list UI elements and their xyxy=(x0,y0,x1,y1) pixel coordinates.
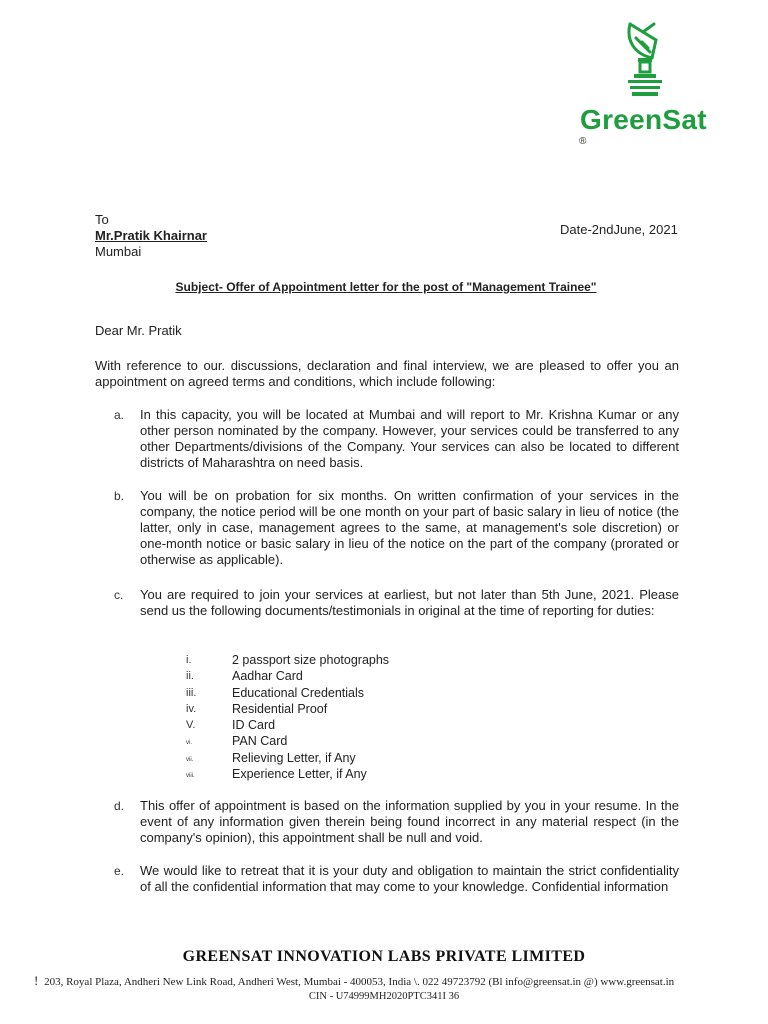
clause-text: We would like to retreat that it is your duty and obligation to maintain the strict confidentiality of all the confidential information that may come to your knowledge. Confidential information xyxy=(140,863,679,894)
company-name: GREENSAT INNOVATION LABS PRIVATE LIMITED xyxy=(182,948,586,965)
cin-number: CIN - U74999MH2020PTC341I 36 xyxy=(308,991,460,1002)
registered-mark: ® xyxy=(579,136,587,147)
clause-marker: c. xyxy=(114,588,124,602)
clause-d xyxy=(95,798,679,846)
clause-text: You are required to join your services at earliest, but not later than 5th June, 2021. Please send us the following documents/testimonials in original at the time of reporting for duties: xyxy=(140,587,679,618)
brand-name: GreenSat xyxy=(580,104,707,135)
company-address xyxy=(34,973,764,989)
recipient-name: Mr.Pratik Khairnar xyxy=(95,228,207,243)
clause-c xyxy=(95,587,679,619)
letter-date: Date-2ndJune, 2021 xyxy=(560,222,678,237)
clause-b xyxy=(95,488,679,568)
clause-text: This offer of appointment is based on the information supplied by you in your resume. In the event of any information given therein being found incorrect in any material respect (in the company's opinion), this appointment shall be null and void. xyxy=(140,798,679,845)
recipient-city: Mumbai xyxy=(95,244,142,259)
clause-marker: a. xyxy=(114,408,125,422)
to-label: To xyxy=(95,212,109,227)
clause-marker: e. xyxy=(114,864,125,878)
salutation: Dear Mr. Pratik xyxy=(95,323,182,338)
recipient-block xyxy=(95,212,207,260)
address-mark: ! xyxy=(34,973,39,988)
intro-paragraph: With reference to our. discussions, declaration and final interview, we are pleased to offer you an appointment on agreed terms and conditions, which include following: xyxy=(95,358,679,389)
clause-text: You will be on probation for six months. On written confirmation of your services in the company, the notice period will be one month on your part of basic salary in lieu of notice (the latter, only in case, management agrees to the same, at management's sole discretion) or one-month notice or basic salary in lieu of the notice on the part of the company (prorated or otherwise as applicable). xyxy=(140,488,679,567)
clause-e xyxy=(95,863,679,895)
clause-text: In this capacity, you will be located at Mumbai and will report to Mr. Krishna Kumar or any other person nominated by the company. However, your services could be transferred to any other Departments/divisions of the Company. Your services can also be located to different districts of Maharashtra on need basis. xyxy=(140,407,679,470)
address-text: 203, Royal Plaza, Andheri New Link Road, Andheri West, Mumbai - 400053, India \. 022 49723792 (Bl info@greensat.in @) www.greensat.in xyxy=(44,976,675,988)
clause-a xyxy=(95,407,679,471)
subject-line: Subject- Offer of Appointment letter for the post of "Management Trainee" xyxy=(175,280,597,294)
satellite-dish-icon xyxy=(616,18,672,102)
clause-marker: b. xyxy=(114,489,125,503)
clause-marker: d. xyxy=(114,799,125,813)
